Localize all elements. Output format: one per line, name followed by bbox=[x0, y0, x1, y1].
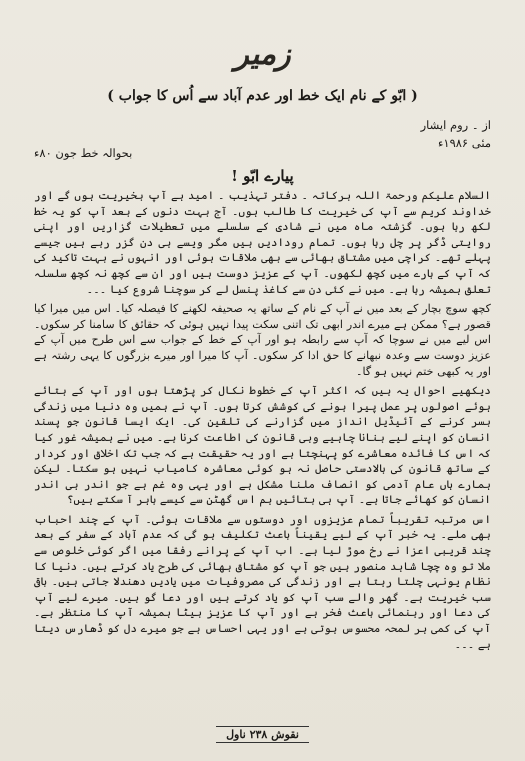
paragraph-4: اس مرتبہ تقریباً تمام عزیزوں اور دوستوں سے ملاقات ہوئی۔ آپ کے چند احباب بھی ملے۔ یہ خبر آپ کے لیے یقیناً باعث تکلیف ہو گی کہ عدم آباد کے سفر کے بعد چند قریبی اعزا نے رخ موڑ لیا ہے۔ اب آپ کے پرانے رفقا میں اگر کوئی خلوص سے ملا تو وہ چچا شاہد منصور ہیں جو آپ کو مشتاق بھائی کی طرح یاد کرتے ہیں۔ دنیا کا نظام یونہی چلتا رہتا ہے اور زندگی کی مصروفیات میں یادیں دھندلا جاتی ہیں۔ باقی سب خیریت ہے۔ گھر والے سب آپ کو یاد کرتے ہیں اور دعا گو ہیں۔ میرے لیے آپ کی دعا اور رہنمائی باعث فخر ہے اور آپ کا عزیز بیٹا ہمیشہ آپ کا منتظر ہے۔ آپ کی کمی ہر لمحہ محسوس ہوتی ہے اور یہی احساس ہے جو میرے دل کو ڈھارس دیتا ہے ۔۔۔ bbox=[34, 512, 491, 651]
salutation: پیارے ابّو ! bbox=[231, 167, 294, 185]
page-footer bbox=[0, 728, 525, 741]
article-subtitle: ( ابّو کے نام ایک خط اور عدم آباد سے اُس کا جواب ) bbox=[107, 88, 418, 104]
author-line: از ۔ روم ایشار bbox=[420, 118, 491, 132]
paragraph-2: کچھ سوچ بچار کے بعد میں نے آپ کے نام کے ساتھ یہ صحیفہ لکھنے کا فیصلہ کیا۔ اس میں میرا کیا قصور ہے؟ ممکن ہے میرے اندر ابھی تک اتنی سکت پیدا نہیں ہوئی کہ حقائق کا سامنا کر سکوں۔ اس لیے میں نے سوچا کہ آپ سے رابطہ ہو اور آپ کے خط کے جواب سے اس طرح میں آپ کے عزیز دوست سے وعدہ نبھانے کا حق ادا کر سکوں۔ آپ کا میرا اور میرے بزرگوں کا یہی رشتہ ہے اور یہ کبھی ختم نہیں ہو گا۔ bbox=[34, 302, 491, 378]
masthead-title: زمیر bbox=[234, 37, 291, 72]
date-line: مئی ۱۹۸۶ء bbox=[437, 136, 491, 150]
reference-line: بحوالہ خط جون ۸۰ء bbox=[34, 146, 133, 160]
footer-label: نقوش ۲۳۸ ناول bbox=[216, 726, 309, 743]
paragraph-3: دیکھیے احوال یہ ہیں کہ اکثر آپ کے خطوط نکال کر پڑھتا ہوں اور آپ کے بتائے ہوئے اصولوں پر عمل پیرا ہونے کی کوشش کرتا ہوں۔ آپ نے ہمیں وہ دنیا میں زندگی بسر کرنے کے آئیڈیل انداز میں گزارنے کی تلقین کی۔ ایک ایسا قانون جو پسند انسان کو اپنے لیے بنانا چاہیے وہی قانون کی اطاعت کرنا ہے۔ میں نے ہمیشہ غور کیا کہ اس کا فائدہ معاشرے کو پہنچتا ہے اور یہ حقیقت ہے کہ جب تک اخلاق اور کردار کے ساتھ قانون کی بالادستی حاصل نہ ہو کوئی معاشرہ کامیاب نہیں ہو سکتا۔ لیکن ہمارے ہاں عام آدمی کو انصاف ملنا مشکل ہے اور یہی وہ غم ہے جو اندر ہی اندر انسان کو کھائے جاتا ہے۔ آپ ہی بتائیں ہم اس گھٹن سے کیسے باہر آ سکتے ہیں؟ bbox=[34, 384, 491, 507]
letter-meta bbox=[34, 118, 491, 166]
paragraph-1: السلام علیکم ورحمۃ اللہ برکاتہ ۔ دفتر تہذیب ۔ امید ہے آپ بخیریت ہوں گے اور خداوند کریم سے آپ کی خیریت کا طالب ہوں۔ آج بہت دنوں کے بعد آپ کو یہ خط لکھ رہا ہوں۔ گزشتہ ماہ میں نے شادی کے سلسلے میں تعطیلات گزاریں اور اپنی روایتی ڈگر پر چل رہا ہوں۔ تمام رودادیں ہیں مگر ویسے ہی دن گزر رہے ہیں جیسے پہلے تھے۔ کراچی میں مشتاق بھائی سے بھی ملاقات ہوئی اور انہوں نے بہت تاکید کی کہ آپ کے بارے میں کچھ لکھوں۔ آپ کے عزیز دوست ہیں اور ان سے کچھ نہ کچھ سلسلہ تعلق ہمیشہ رہا ہے۔ میں نے کئی دن سے کاغذ پنسل لے کر سوچنا شروع کیا ۔۔۔ bbox=[34, 189, 491, 296]
